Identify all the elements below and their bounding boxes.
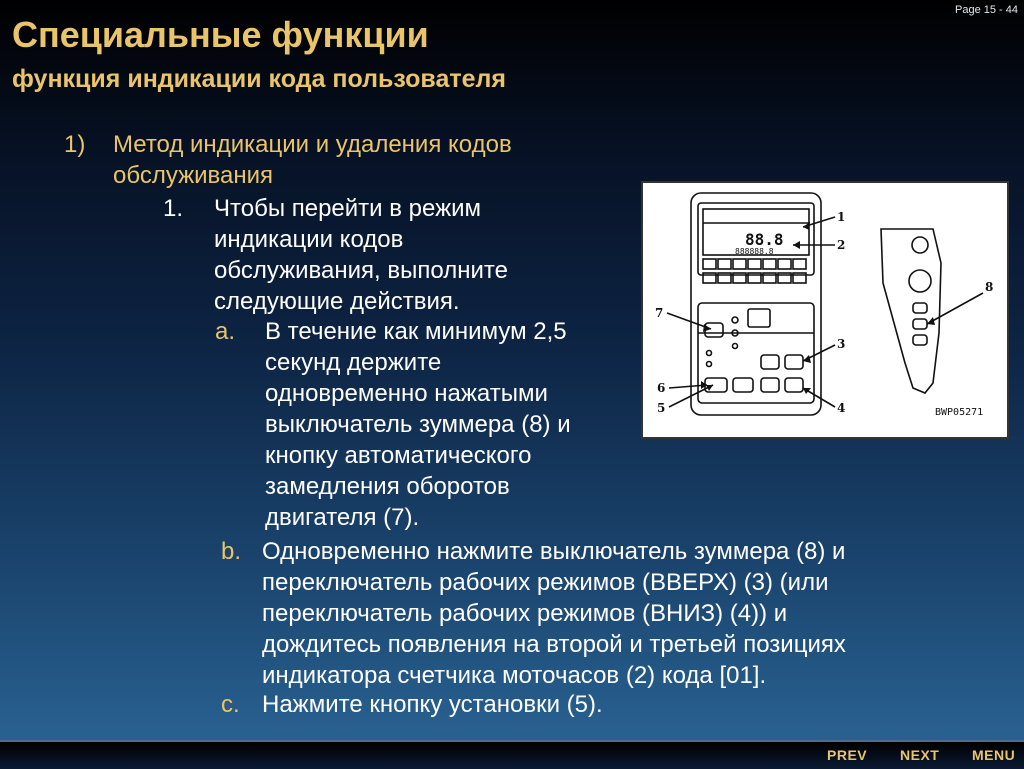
control-panel-figure [641,181,1009,439]
level2-line: обслуживания, выполните [214,257,508,284]
callout-1: 1 [837,210,846,224]
slide-subtitle: функция индикации кода пользователя [12,65,506,93]
level1-text [113,129,512,191]
level2-line: индикации кодов [214,226,404,253]
item-a-line: замедления оборотов [265,473,510,500]
item-a-line: выключатель зуммера (8) и [265,411,571,438]
bottom-nav-bar [0,740,1024,769]
callout-3: 3 [837,337,846,351]
item-b-marker: b. [221,538,242,565]
level1-line: Метод индикации и удаления кодов [113,131,512,158]
item-b-line: переключатель рабочих режимов (ВВЕРХ) (3) (или [262,569,829,596]
control-lever [881,229,941,393]
page-number: Page 15 - 44 [955,4,1018,16]
item-b-line: переключатель рабочих режимов (ВНИЗ) (4)) и [262,600,788,627]
switch-panel [698,303,814,403]
callout-7: 7 [655,306,664,320]
mode-down-button [761,378,779,392]
item-a-line: двигателя (7). [265,504,420,531]
item-b-text [262,536,846,691]
level2-text [214,193,508,317]
item-a-marker: a. [215,318,236,345]
level2-line: Чтобы перейти в режим [214,195,482,222]
item-b-line: индикатора счетчика моточасов (2) кода [01]. [262,662,767,689]
next-button[interactable]: NEXT [900,747,940,763]
level1-marker: 1) [64,131,86,158]
item-a-line: В течение как минимум 2,5 [265,318,567,345]
monitor-housing [691,193,821,415]
item-a-line: секунд держите [265,349,442,376]
callout-8: 8 [985,280,994,294]
prev-button[interactable]: PREV [827,747,868,763]
item-a-line: одновременно нажатыми [265,380,548,407]
mode-up-button [761,355,779,369]
item-c-marker: c. [221,691,240,718]
control-panel-drawing [643,183,1007,437]
item-a-line: кнопку автоматического [265,442,532,469]
level2-marker: 1. [163,195,184,222]
hourmeter-digits: 888888.8 [735,247,774,256]
item-c-text [262,689,603,720]
menu-button[interactable]: MENU [972,747,1016,763]
figure-code: BWP05271 [935,407,984,418]
item-b-line: дождитесь появления на второй и третьей позициях [262,631,846,658]
item-b-line: Одновременно нажмите выключатель зуммера (8) и [262,538,846,565]
item-a-text [265,316,571,533]
slide-title: Специальные функции [12,14,429,55]
callout-6: 6 [657,381,666,395]
display-digits: 88.8 [745,230,784,249]
level1-line: обслуживания [113,162,274,189]
callout-4: 4 [837,401,846,415]
callout-5: 5 [657,401,666,415]
level2-line: следующие действия. [214,288,460,315]
callout-2: 2 [837,238,846,252]
item-c-line: Нажмите кнопку установки (5). [262,691,603,718]
buzzer-switch [913,319,927,329]
